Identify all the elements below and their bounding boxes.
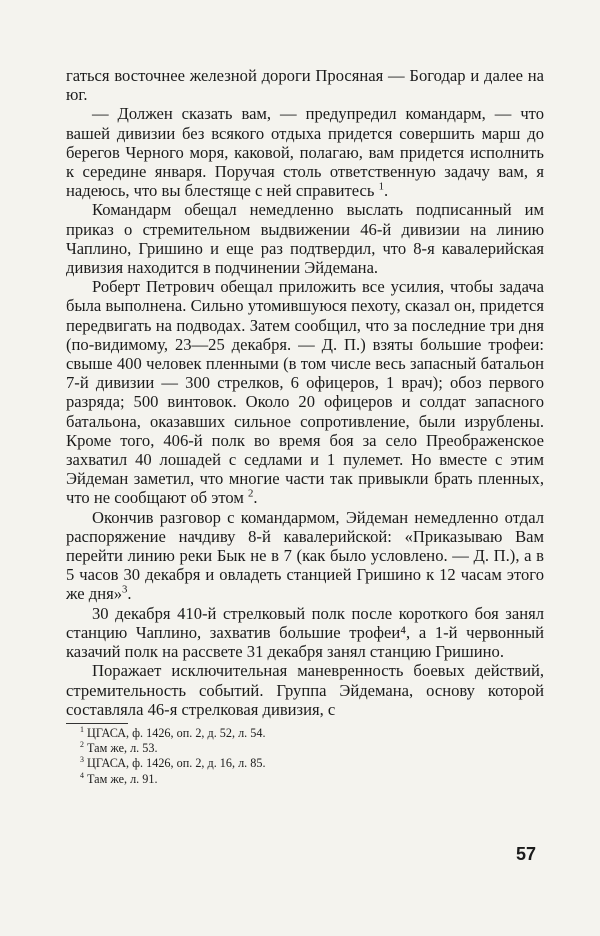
paragraph [66,66,544,104]
body-text [66,66,544,719]
paragraph-text: — Должен сказать вам, — предупредил командарм, — что вашей дивизии без всякого отдыха придется совершить марш до берегов Черного моря, каковой, полагаю, вам придется исполнить к середине января. Поручая столь ответственную задачу вам, я надеюсь, что вы блестяще с ней справитесь [66,104,544,201]
footnote-text: Там же, л. 91. [87,771,158,786]
footnote-ref: 3 [122,583,128,596]
footnotes [66,723,544,787]
paragraph-text: Роберт Петрович обещал приложить все усилия, чтобы задача была выполнена. Сильно утомившуюся пехоту, сказал он, придется передвигать на подводах. Затем сообщил, что за последние три дня (по-видимому, 23—25 декабря. — Д. П.) взяты большие трофеи: свыше 400 человек пленными (в том числе весь запасный батальон 7-й дивизии — 300 стрелков, 6 офицеров, 1 врач); обоз первого разряда; 500 винтовок. Около 20 офицеров и солдат запасного батальона, оказавших сильное сопротивление, были изрублены. Кроме того, 406-й полк во время боя за село Преображенское захватил 40 лошадей с седлами и 1 пулемет. Но вместе с этим Эйдеман заметил, что многие части так привыкли брать пленных, что не сообщают об этом [66,277,544,508]
paragraph-text: Поражает исключительная маневренность боевых действий, стремительность событий. Группа Эйдемана, основу которой составляла 46-я стрелковая дивизия, с [66,661,544,719]
footnote-ref: 2 [248,487,254,500]
paragraph [66,200,544,277]
footnote [66,726,544,741]
footnote-mark: 3 [80,755,84,765]
paragraph-text: Окончив разговор с командармом, Эйдеман немедленно отдал распоряжение начдиву 8-й кавалерийской: «Приказываю Вам перейти линию реки Бык не в 7 (как было условлено. — Д. П.), а в 5 часов 30 декабря и овладеть станцией Гришино к 12 часам этого же дня» [66,507,544,604]
footnote [66,756,544,771]
paragraph: Роберт Петрович обещал приложить все усилия, чтобы задача была выполнена. Сильно утомившуюся пехоту, сказал он, придется передвигать на подводах. Затем сообщил, что за последние три дня (по-видимому, 23—25 декабря. — Д. П.) взяты большие трофеи: свыше 400 человек пленными (в том числе весь запасный батальон 7-й дивизии — 300 стрелков, 6 офицеров, 1 врач); обоз первого разряда; 500 винтовок. Около 20 офицеров и солдат запасного батальона, оказавших сильное сопротивление, были изрублены. Кроме того, 406-й полк во время боя за село Преображенское захватил 40 лошадей с седлами и 1 пулемет. Но вместе с этим Эйдеман заметил, что многие части так привыкли брать пленных, что не сообщают об этом $^2$. [66,277,544,508]
paragraph [66,661,544,719]
footnote-ref: 1 [378,180,384,193]
footnote-text: ЦГАСА, ф. 1426, оп. 2, д. 52, л. 54. [87,725,266,740]
footnote [66,772,544,787]
footnote-mark: 1 [80,724,84,734]
paragraph-text: 30 декабря 410-й стрелковый полк после короткого боя занял станцию Чаплино, захватив большие трофеи⁴, а 1-й червонный казачий полк на рассвете 31 декабря занял станцию Гришино. [66,603,544,662]
paragraph [66,604,544,662]
page-number: 57 [515,844,536,864]
paragraph-text: Командарм обещал немедленно выслать подписанный им приказ о стремительном выдвижении 46-й дивизии на линию Чаплино, Гришино и еще раз подтвердил, что 8-я кавалерийская дивизия находится в подчинении Эйдемана. [66,200,544,278]
paragraph-text: гаться восточнее железной дороги Просяная — Богодар и далее на юг. [66,66,544,105]
book-page [66,66,544,787]
footnote-divider [66,723,128,724]
footnote-mark: 4 [80,770,84,780]
footnote-text: Там же, л. 53. [87,741,158,756]
footnote [66,741,544,756]
footnote-text: ЦГАСА, ф. 1426, оп. 2, д. 16, л. 85. [87,756,266,771]
footnote-mark: 2 [80,740,84,750]
paragraph: Окончив разговор с командармом, Эйдеман немедленно отдал распоряжение начдиву 8-й кавалерийской: «Приказываю Вам перейти линию реки Бык не в 7 (как было условлено. — Д. П.), а в 5 часов 30 декабря и овладеть станцией Гришино к 12 часам этого же дня»$^3$. [66,507,544,604]
paragraph: — Должен сказать вам, — предупредил командарм, — что вашей дивизии без всякого отдыха придется совершить марш до берегов Черного моря, каковой, полагаю, вам придется исполнить к середине января. Поручая столь ответственную задачу вам, я надеюсь, что вы блестяще с ней справитесь $^1$. [66,104,544,201]
